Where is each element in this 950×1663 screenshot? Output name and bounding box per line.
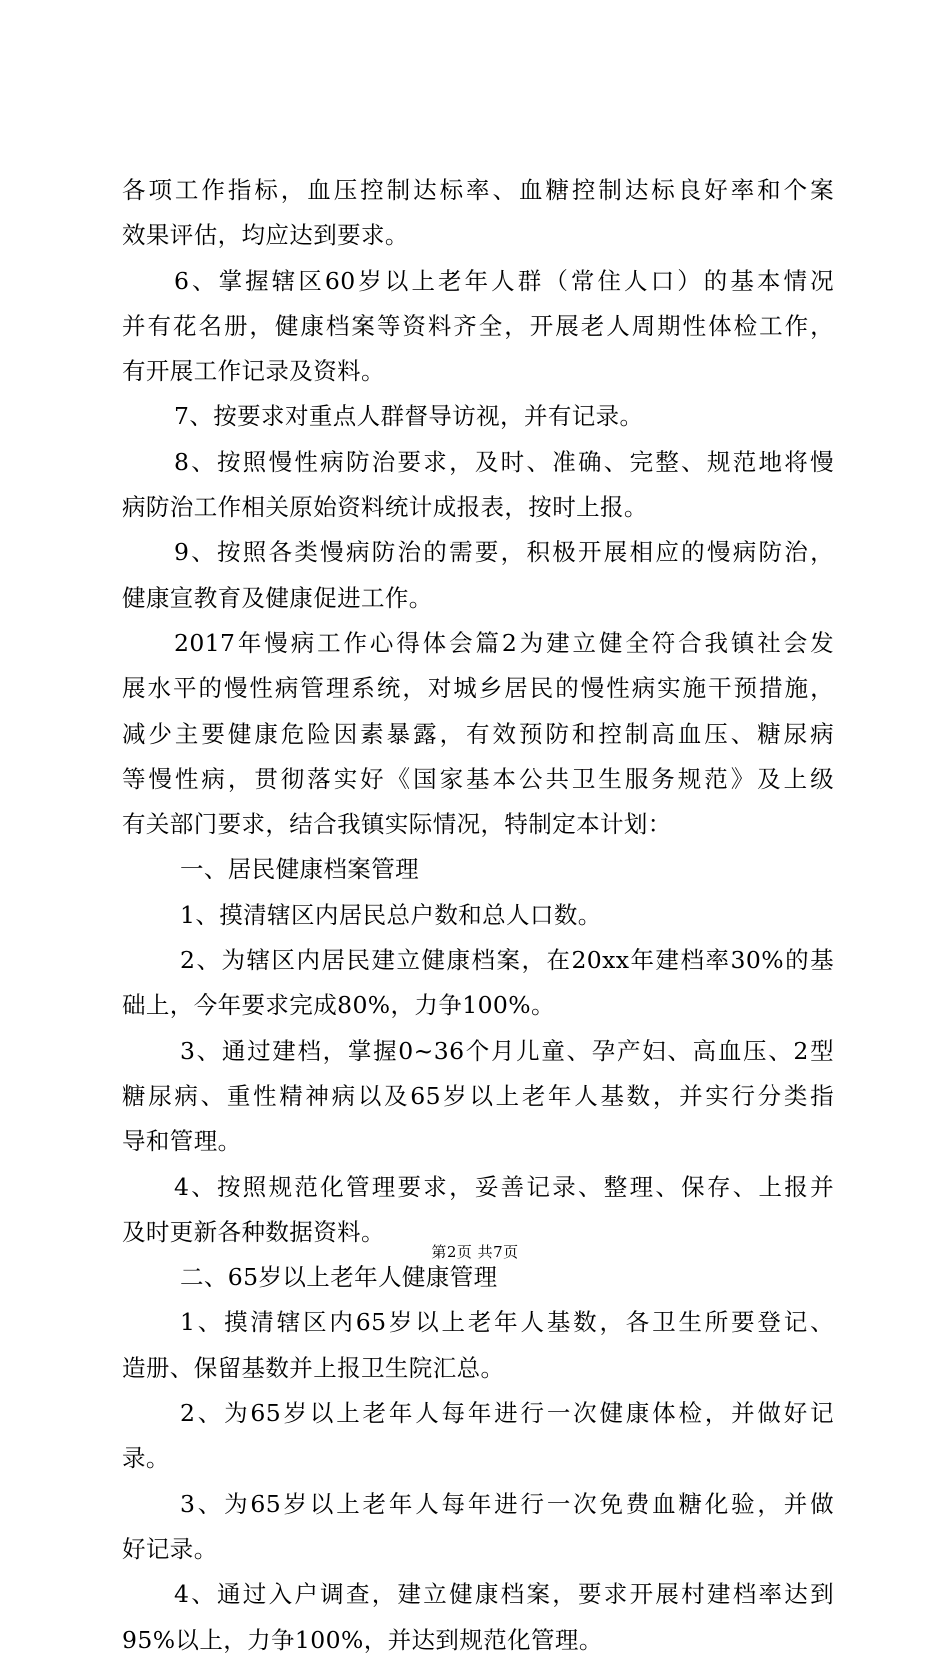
text-line: 6、掌握辖区60岁以上老年人群（常住人口）的基本情况	[174, 266, 834, 295]
text-line: 展水平的慢性病管理系统，对城乡居民的慢性病实施干预措施，	[122, 674, 834, 703]
text-line: 7、按要求对重点人群督导访视，并有记录。	[174, 402, 644, 431]
text-line: 糖尿病、重性精神病以及65岁以上老年人基数，并实行分类指	[122, 1081, 834, 1110]
text-line: 录。	[122, 1444, 170, 1473]
text-line: 好记录。	[122, 1534, 218, 1563]
text-line: 2、为65岁以上老年人每年进行一次健康体检，并做好记	[180, 1399, 834, 1428]
text-line: 8、按照慢性病防治要求，及时、准确、完整、规范地将慢	[174, 447, 834, 476]
text-line: 95%以上，力争100%，并达到规范化管理。	[122, 1625, 603, 1654]
text-line: 各项工作指标，血压控制达标率、血糖控制达标良好率和个案	[122, 176, 834, 204]
text-line: 4、按照规范化管理要求，妥善记录、整理、保存、上报并	[174, 1172, 834, 1201]
text-line: 1、摸清辖区内居民总户数和总人口数。	[180, 900, 602, 929]
text-line: 效果评估，均应达到要求。	[122, 221, 409, 250]
text-line: 及时更新各种数据资料。	[122, 1217, 385, 1246]
text-line: 3、通过建档，掌握0~36个月儿童、孕产妇、高血压、2型	[180, 1036, 834, 1065]
text-line: 并有花名册，健康档案等资料齐全，开展老人周期性体检工作，	[122, 311, 834, 340]
text-line: 导和管理。	[122, 1127, 242, 1156]
text-line: 有开展工作记录及资料。	[122, 357, 385, 386]
text-line: 健康宣教育及健康促进工作。	[122, 583, 433, 612]
text-line: 1、摸清辖区内65岁以上老年人基数，各卫生所要登记、	[180, 1308, 834, 1337]
text-line: 减少主要健康危险因素暴露，有效预防和控制高血压、糖尿病	[122, 719, 834, 748]
text-line: 9、按照各类慢病防治的需要，积极开展相应的慢病防治，	[174, 538, 834, 567]
text-line: 2、为辖区内居民建立健康档案，在20xx年建档率30%的基	[180, 946, 834, 975]
page-footer	[0, 1241, 950, 1262]
document-body	[122, 168, 834, 1663]
text-line: 3、为65岁以上老年人每年进行一次免费血糖化验，并做	[180, 1489, 834, 1518]
text-line: 造册、保留基数并上报卫生院汇总。	[122, 1353, 505, 1382]
text-line: 2017年慢病工作心得体会篇2为建立健全符合我镇社会发	[174, 628, 834, 657]
text-line: 病防治工作相关原始资料统计成报表，按时上报。	[122, 493, 648, 522]
page-number: 第2页 共7页	[431, 1243, 519, 1261]
text-line: 有关部门要求，结合我镇实际情况，特制定本计划：	[122, 810, 672, 839]
text-line: 础上，今年要求完成80%，力争100%。	[122, 991, 555, 1020]
text-line: 二、65岁以上老年人健康管理	[180, 1263, 498, 1292]
text-line: 一、居民健康档案管理	[180, 855, 419, 884]
text-line: 4、通过入户调查，建立健康档案，要求开展村建档率达到	[174, 1580, 834, 1609]
text-line: 等慢性病，贯彻落实好《国家基本公共卫生服务规范》及上级	[122, 764, 834, 793]
